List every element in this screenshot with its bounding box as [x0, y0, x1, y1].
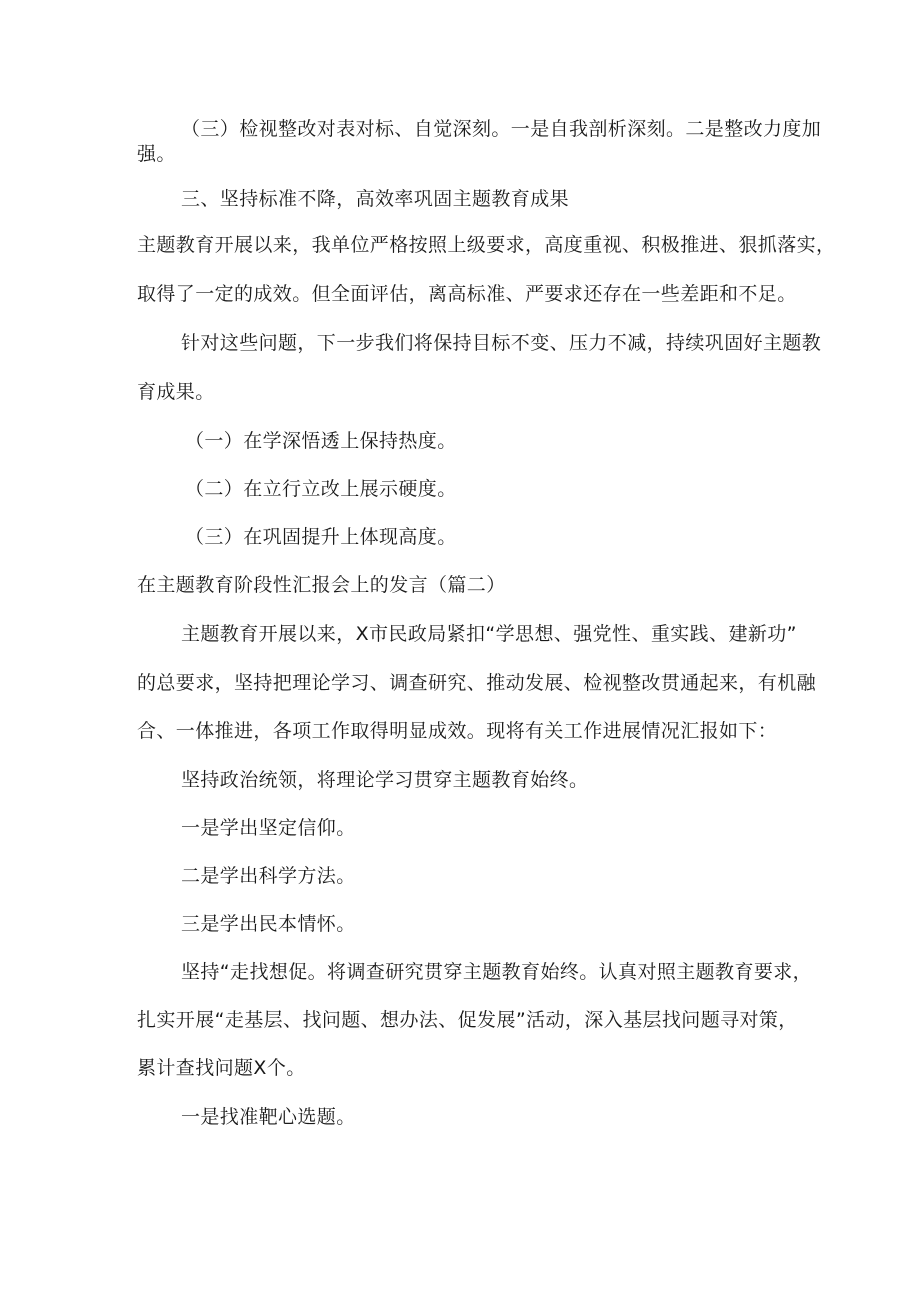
paragraph-line: 坚持“走找想促。将调查研究贯穿主题教育始终。认真对照主题教育要求，	[181, 961, 813, 983]
paragraph-line: 取得了一定的成效。但全面评估，离高标准、严要求还存在一些差距和不足。	[137, 283, 797, 305]
section-heading: 三、坚持标准不降，高效率巩固主题教育成果	[181, 188, 570, 210]
paragraph-line: 主题教育开展以来，我单位严格按照上级要求，高度重视、积极推进、狠抓落实，	[137, 234, 836, 256]
list-item: （二）在立行立改上展示硬度。	[185, 478, 457, 500]
paragraph-line: 累计查找问题X个。	[137, 1057, 306, 1079]
paragraph-line: 的总要求，坚持把理论学习、调查研究、推动发展、检视整改贯通起来，有机融	[137, 672, 817, 694]
paragraph-line: （三）检视整改对表对标、自觉深刻。一是自我剖析深刻。二是整改力度加	[181, 118, 822, 140]
paragraph-line: 合、一体推进，各项工作取得明显成效。现将有关工作进展情况汇报如下：	[137, 720, 778, 742]
list-item: 一是学出坚定信仰。	[181, 817, 356, 839]
paragraph-line: 育成果。	[137, 381, 215, 403]
paragraph-line: 针对这些问题，下一步我们将保持目标不变、压力不减，持续巩固好主题教	[181, 332, 822, 354]
paragraph-line: 主题教育开展以来，X市民政局紧扣“学思想、强党性、重实践、建新功”	[181, 623, 797, 645]
paragraph-line: 坚持政治统领，将理论学习贯穿主题教育始终。	[181, 769, 589, 791]
paragraph-line: 强。	[137, 143, 176, 165]
list-item: （一）在学深悟透上保持热度。	[185, 430, 457, 452]
list-item: （三）在巩固提升上体现高度。	[185, 526, 457, 548]
paragraph-line: 扎实开展“走基层、找问题、想办法、促发展”活动，深入基层找问题寻对策，	[137, 1009, 798, 1031]
list-item: 二是学出科学方法。	[181, 865, 356, 887]
list-item: 三是学出民本情怀。	[181, 913, 356, 935]
section-title: 在主题教育阶段性汇报会上的发言（篇二）	[137, 574, 506, 596]
list-item: 一是找准靶心选题。	[181, 1106, 356, 1128]
